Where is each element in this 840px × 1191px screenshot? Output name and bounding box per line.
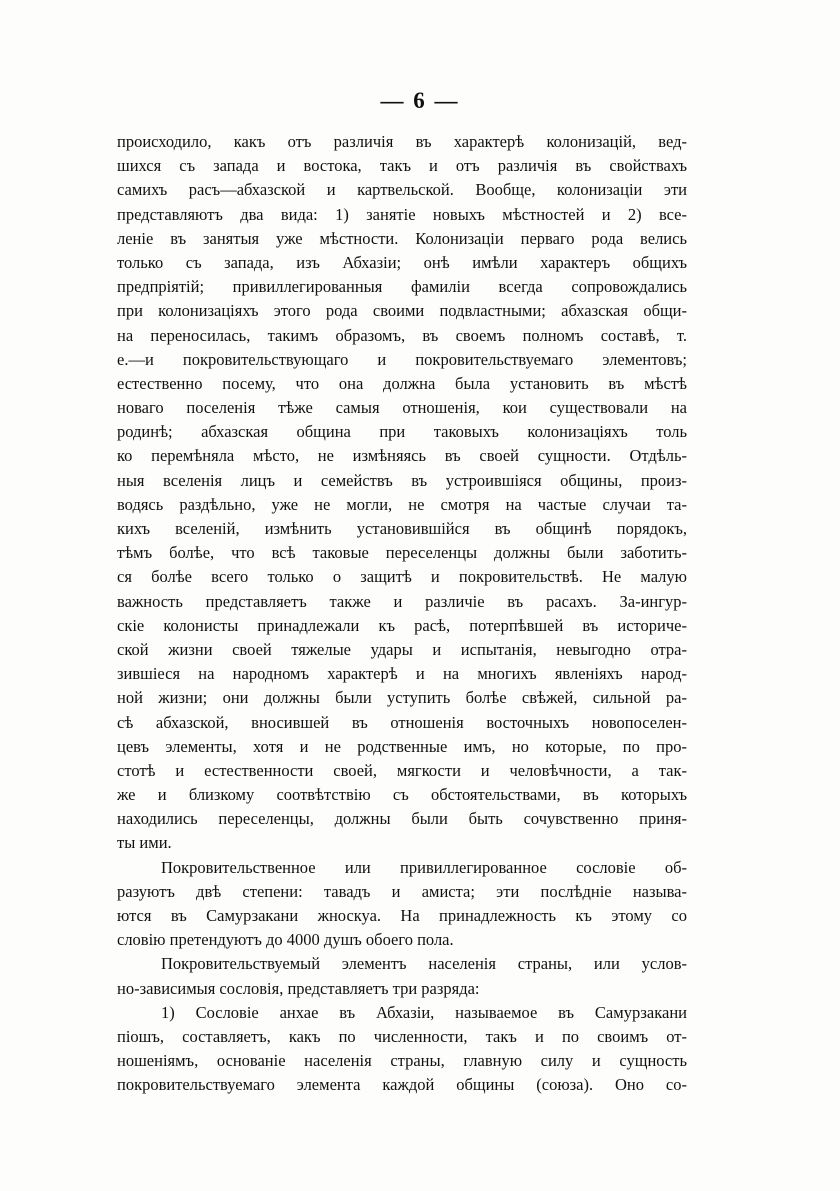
text-line: ты ими. (117, 833, 172, 853)
text-line: кихъ вселеній, измѣнить установившійся въ общинѣ порядокъ, (117, 519, 687, 538)
text-line: представляютъ два вида: 1) занятіе новыхъ мѣстностей и 2) все- (117, 204, 687, 224)
paragraph-start: Покровительствуемый элементъ населенія страны, или услов- (161, 954, 687, 974)
text-line: естественно посему, что она должна была установить въ мѣстѣ (117, 373, 687, 393)
text-line: е.—и покровительствующаго и покровительствуемаго элементовъ; (117, 349, 687, 369)
body-text (117, 130, 687, 1098)
text-line: ныя вселенія лицъ и семействъ въ устроившіяся общины, произ- (117, 470, 687, 490)
text-line: только съ запада, изъ Абхазіи; онѣ имѣли характеръ общихъ (117, 252, 687, 272)
text-line: находились переселенцы, должны были быть сочувственно приня- (117, 809, 687, 829)
text-line: скіе колонисты принадлежали къ расѣ, потерпѣвшей въ историче- (117, 615, 687, 635)
text-line: водясь раздѣльно, уже не могли, не смотря на частые случаи та- (117, 494, 687, 514)
text-line: словію претендуютъ до 4000 душъ обоего пола. (117, 930, 454, 950)
text-line: сѣ абхазской, вносившей въ отношенія восточныхъ новопоселен- (117, 712, 687, 732)
page-number: — 6 — (380, 88, 460, 113)
text-line: родинѣ; абхазская община при таковыхъ колонизаціяхъ толь (117, 422, 687, 442)
text-line: піошъ, составляетъ, какъ по численности, такъ и по своимъ от- (117, 1026, 687, 1046)
text-line: на переносилась, такимъ образомъ, въ своемъ полномъ составѣ, т. (117, 325, 687, 345)
text-line: ко перемѣняла мѣсто, не измѣняясь въ своей сущности. Отдѣль- (117, 446, 687, 466)
text-line: при колонизаціяхъ этого рода своими подвластными; абхазская общи- (117, 301, 687, 321)
text-line: ся болѣе всего только о защитѣ и покровительствѣ. Не малую (117, 567, 687, 587)
text-line: шихся съ запада и востока, такъ и отъ различія въ свойствахъ (117, 156, 687, 176)
text-line: ной жизни; они должны были уступить болѣе свѣжей, сильной ра- (117, 688, 687, 708)
text-line: тѣмъ болѣе, что всѣ таковые переселенцы должны были заботить- (117, 543, 687, 563)
text-line: важность представляетъ также и различіе въ расахъ. За-ингур- (117, 591, 687, 611)
paragraph-start: 1) Сословіе анхае въ Абхазіи, называемое въ Самурзакани (161, 1002, 687, 1022)
text-line: самихъ расъ—абхазской и картвельской. Вообще, колонизаціи эти (117, 180, 687, 200)
text-line: покровительствуемаго элемента каждой общины (союза). Оно со- (117, 1075, 687, 1095)
text-line: новаго поселенія тѣже самыя отношенія, кои существовали на (117, 398, 687, 418)
text-line: происходило, какъ отъ различія въ характерѣ колонизацій, вед- (117, 132, 687, 151)
text-line: же и близкому соотвѣтствію съ обстоятельствами, въ которыхъ (117, 785, 687, 805)
text-line: ются въ Самурзакани жноскуа. На принадлежность къ этому со (117, 906, 687, 925)
text-line: но-зависимыя сословія, представляетъ три разряда: (117, 978, 480, 998)
text-line: зившіеся на народномъ характерѣ и на многихъ явленіяхъ народ- (117, 664, 687, 684)
text-line: стотѣ и естественности своей, мягкости и человѣчности, а так- (117, 760, 687, 780)
text-line: цевъ элементы, хотя и не родственные имъ, но которые, по про- (117, 736, 687, 756)
paragraph-start: Покровительственное или привиллегированное сословіе об- (161, 857, 687, 877)
text-line: леніе въ занятыя уже мѣстности. Колонизаціи перваго рода велись (117, 228, 687, 248)
text-line: ской жизни своей тяжелые удары и испытанія, невыгодно отра- (117, 639, 687, 659)
text-line: ношеніямъ, основаніе населенія страны, главную силу и сущность (117, 1051, 687, 1071)
text-line: разуютъ двѣ степени: тавадъ и амиста; эти послѣдніе называ- (117, 881, 687, 901)
text-line: предпріятій; привиллегированныя фамиліи всегда сопровождались (117, 277, 687, 297)
